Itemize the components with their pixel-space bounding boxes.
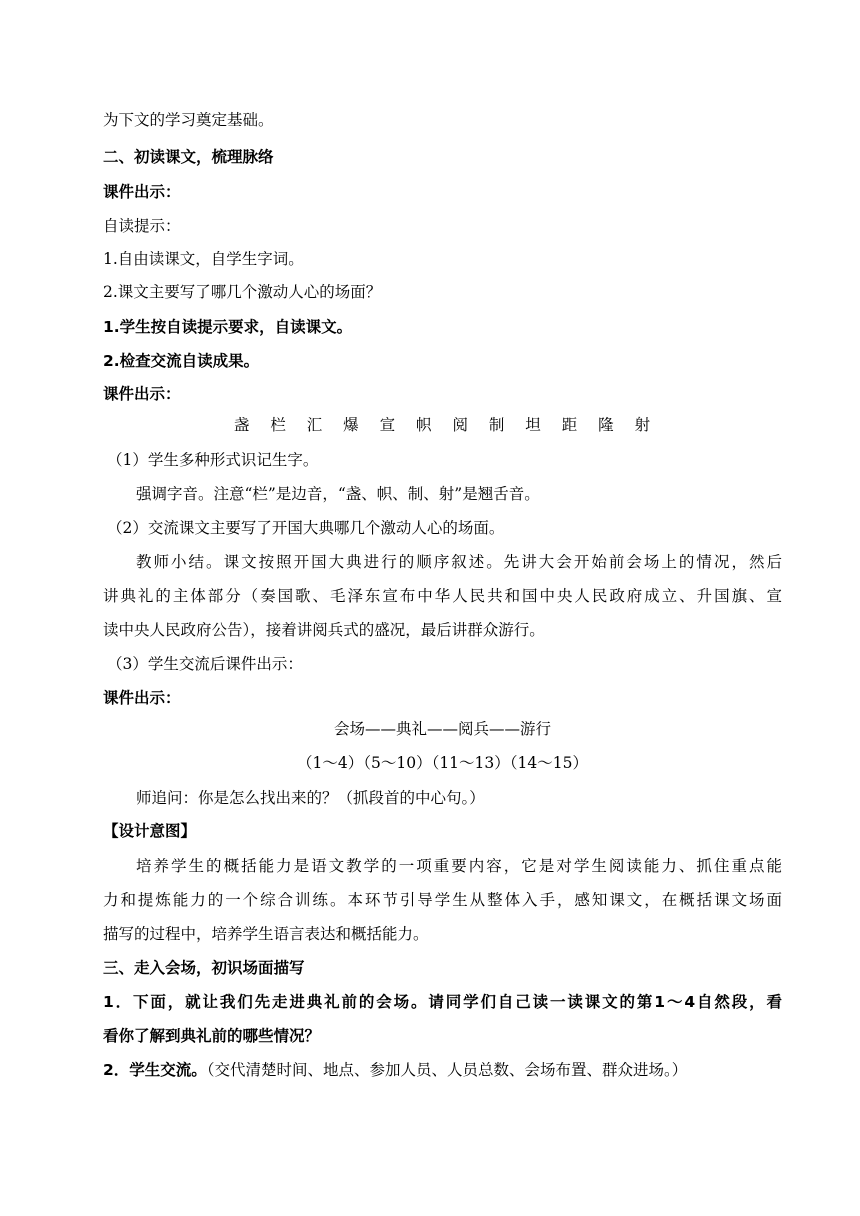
structure-line: 会场——典礼——阅兵——游行 bbox=[333, 720, 551, 738]
text-line: 师追问：你是怎么找出来的？（抓段首的中心句。） bbox=[136, 789, 485, 807]
paragraph-line: 读中央人民政府公告），接着讲阅兵式的盛况，最后讲群众游行。 bbox=[103, 621, 545, 639]
paragraph-line: 培养学生的概括能力是语文教学的一项重要内容，它是对学生阅读能力、抓住重点能 bbox=[136, 857, 782, 875]
paragraph-line: 讲典礼的主体部分（奏国歌、毛泽东宣布中华人民共和国中央人民政府成立、升国旗、宣 bbox=[103, 587, 782, 605]
character-list: 盏 栏 汇 爆 宣 帜 阅 制 坦 距 隆 射 bbox=[233, 416, 652, 434]
bold-step: 1．下面，就让我们先走进典礼前的会场。请同学们自己读一读课文的第1～4自然段，看 bbox=[103, 993, 782, 1011]
text-line: （1）学生多种形式识记生字。 bbox=[107, 451, 319, 469]
text-line: 1.自由读课文，自学生字词。 bbox=[103, 250, 304, 268]
text-line bbox=[103, 1060, 782, 1080]
text-line: 为下文的学习奠定基础。 bbox=[103, 111, 274, 129]
bold-step: 2．学生交流。 bbox=[103, 1061, 207, 1079]
design-intent-heading: 【设计意图】 bbox=[103, 822, 197, 840]
paragraph-line: 力和提炼能力的一个综合训练。本环节引导学生从整体入手，感知课文，在概括课文场面 bbox=[103, 891, 782, 909]
note-text: （交代清楚时间、地点、参加人员、人员总数、会场布置、群众进场。） bbox=[206, 1061, 688, 1079]
paragraph-line: 教师小结。课文按照开国大典进行的顺序叙述。先讲大会开始前会场上的情况，然后 bbox=[136, 553, 782, 571]
text-line: 自读提示： bbox=[103, 217, 181, 235]
text-line: （3）学生交流后课件出示： bbox=[107, 655, 303, 673]
courseware-label: 课件出示： bbox=[103, 385, 181, 403]
paragraph-ranges: （1～4）（5～10）（11～13）（14～15） bbox=[297, 754, 588, 772]
text-line: 2.课文主要写了哪几个激动人心的场面？ bbox=[103, 283, 382, 301]
text-line: （2）交流课文主要写了开国大典哪几个激动人心的场面。 bbox=[107, 519, 505, 537]
bold-step: 看你了解到典礼前的哪些情况？ bbox=[103, 1027, 321, 1045]
courseware-label: 课件出示： bbox=[103, 183, 181, 201]
paragraph-line: 描写的过程中，培养学生语言表达和概括能力。 bbox=[103, 925, 429, 943]
bold-step: 1.学生按自读提示要求，自读课文。 bbox=[103, 318, 353, 336]
section-heading: 二、初读课文，梳理脉络 bbox=[103, 148, 274, 166]
courseware-label: 课件出示： bbox=[103, 689, 181, 707]
bold-step: 2.检查交流自读成果。 bbox=[103, 352, 260, 370]
section-heading: 三、走入会场，初识场面描写 bbox=[103, 959, 305, 977]
text-line: 强调字音。注意“栏”是边音，“盏、帜、制、射”是翘舌音。 bbox=[136, 485, 540, 503]
